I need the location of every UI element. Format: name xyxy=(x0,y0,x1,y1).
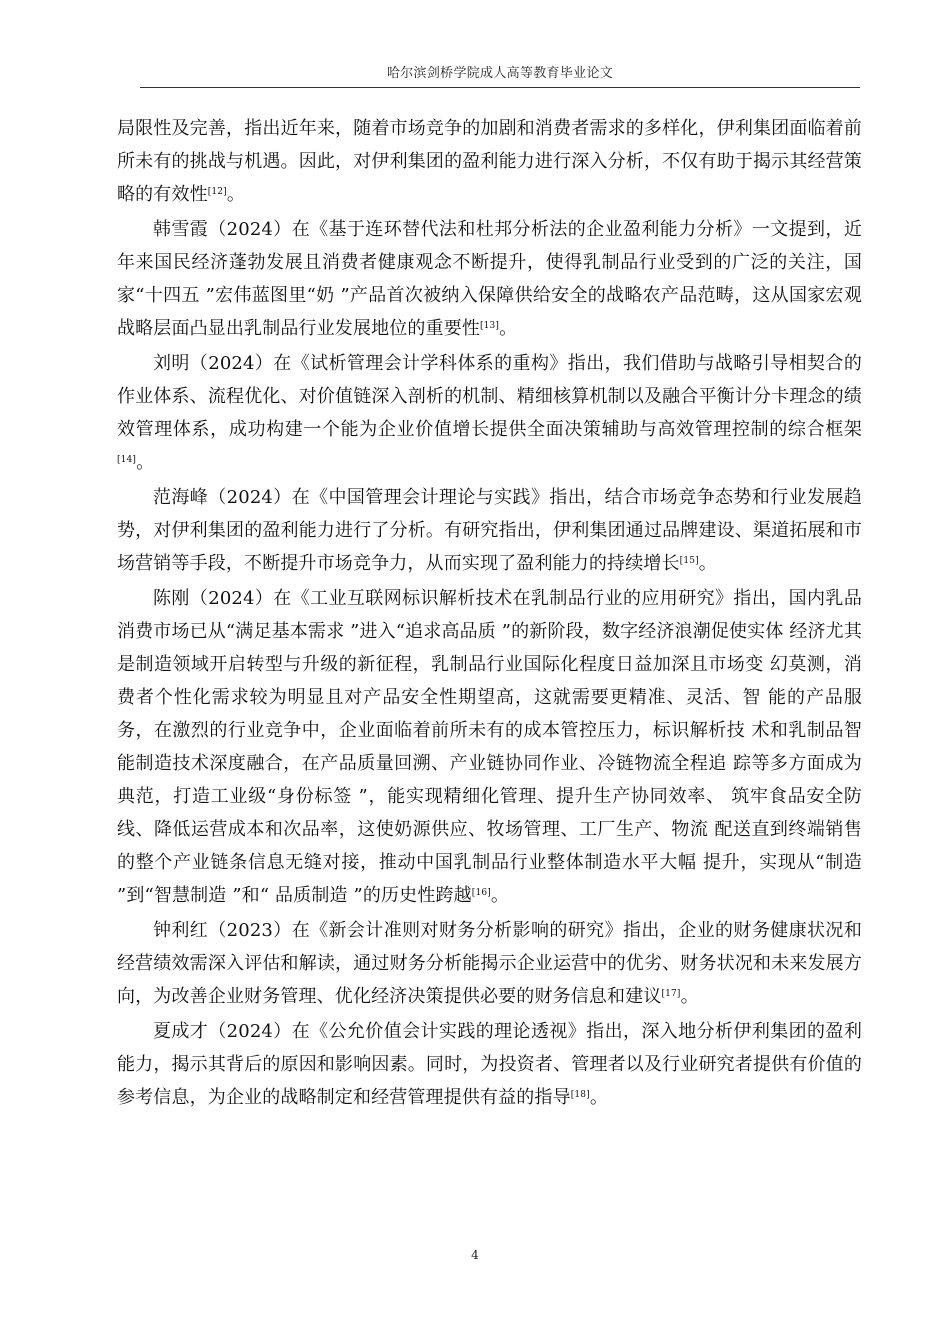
paragraph-text: 夏成才（2024）在《公允价值会计实践的理论透视》指出，深入地分析伊利集团的盈利能力，揭示其背后的原因和影响因素。同时，为投资者、管理者以及行业研究者提供有价值的参考信息，为企业的战略制定和经营管理提供有益的指导 xyxy=(117,1021,862,1108)
citation-ref: [18] xyxy=(570,1090,590,1100)
citation-ref: [17] xyxy=(661,989,681,999)
citation-ref: [13] xyxy=(480,321,500,331)
paragraph-end: 。 xyxy=(680,986,699,1007)
paragraph-text: 刘明（2024）在《试析管理会计学科体系的重构》指出，我们借助与战略引导相契合的作业体系、流程优化、对价值链深入剖析的机制、精细核算机制以及融合平衡计分卡理念的绩效管理体系，成功构建一个能为企业价值增长提供全面决策辅助与高效管理控制的综合框架 xyxy=(117,353,862,440)
paragraph-chen-gang xyxy=(117,582,862,912)
running-header: 哈尔滨剑桥学院成人高等教育毕业论文 xyxy=(386,66,614,81)
body-text xyxy=(117,112,862,1116)
paragraph-zhong-lihong xyxy=(117,914,862,1013)
paragraph-text: 韩雪霞（2024）在《基于连环替代法和杜邦分析法的企业盈利能力分析》一文提到，近年来国民经济蓬勃发展且消费者健康观念不断提升，使得乳制品行业受到的广泛的关注，国家“十四五 ”宏伟蓝图里“奶 ”产品首次被纳入保障供给安全的战略农产品范畴，这从国家宏观战略层面凸显出乳制品行业发展地位的重要性 xyxy=(117,219,862,339)
paragraph-end: 。 xyxy=(490,885,510,906)
paragraph-end: 。 xyxy=(136,452,155,473)
paragraph-xia-chengcai xyxy=(117,1015,862,1114)
page-number: 4 xyxy=(471,1248,479,1262)
paragraph-end: 。 xyxy=(226,184,245,205)
citation-ref: [12] xyxy=(207,187,227,197)
paragraph-end: 。 xyxy=(499,318,518,339)
citation-ref: [15] xyxy=(679,556,699,566)
header-divider xyxy=(140,87,860,88)
citation-ref: [14] xyxy=(117,455,137,465)
paragraph-continuation xyxy=(117,112,862,211)
paragraph-end: 。 xyxy=(698,553,717,574)
paragraph-end: 。 xyxy=(589,1087,608,1108)
paragraph-text: 局限性及完善，指出近年来，随着市场竞争的加剧和消费者需求的多样化，伊利集团面临着前所未有的挑战与机遇。因此，对伊利集团的盈利能力进行深入分析，不仅有助于揭示其经营策略的有效性 xyxy=(117,118,862,205)
paragraph-text: 钟利红（2023）在《新会计准则对财务分析影响的研究》指出，企业的财务健康状况和经营绩效需深入评估和解读，通过财务分析能揭示企业运营中的优劣、财务状况和未来发展方向，为改善企业财务管理、优化经济决策提供必要的财务信息和建议 xyxy=(117,920,862,1007)
citation-ref: [16] xyxy=(471,888,491,898)
paragraph-text: 范海峰（2024）在《中国管理会计理论与实践》指出，结合市场竞争态势和行业发展趋势，对伊利集团的盈利能力进行了分析。有研究指出，伊利集团通过品牌建设、渠道拓展和市场营销等手段，不断提升市场竞争力，从而实现了盈利能力的持续增长 xyxy=(117,487,862,574)
paragraph-han-xuexia xyxy=(117,213,862,345)
paragraph-fan-haifeng xyxy=(117,481,862,580)
paragraph-liu-ming xyxy=(117,347,862,479)
paragraph-text: 陈刚（2024）在《工业互联网标识解析技术在乳制品行业的应用研究》指出，国内乳品消费市场已从“满足基本需求 ”进入“追求高品质 ”的新阶段，数字经济浪潮促使实体 经济尤其是制造领域开启转型与升级的新征程，乳制品行业国际化程度日益加深且市场变 幻莫测，消费者个性化需求较为明显且对产品安全性期望高，这就需要更精准、灵活、智 能的产品服务，在激烈的行业竞争中，企业面临着前所未有的成本管控压力，标识解析技 术和乳制品智能制造技术深度融合，在产品质量回溯、产业链协同作业、冷链物流全程追 踪等多方面成为典范，打造工业级“身份标签 ”，能实现精细化管理、提升生产协同效率、 筑牢食品安全防线、降低运营成本和次品率，这使奶源供应、牧场管理、工厂生产、物流 配送直到终端销售的整个产业链条信息无缝对接，推动中国乳制品行业整体制造水平大幅 提升，实现从“制造 ”到“智慧制造 ”和“ 品质制造 ”的历史性跨越 xyxy=(117,588,862,906)
